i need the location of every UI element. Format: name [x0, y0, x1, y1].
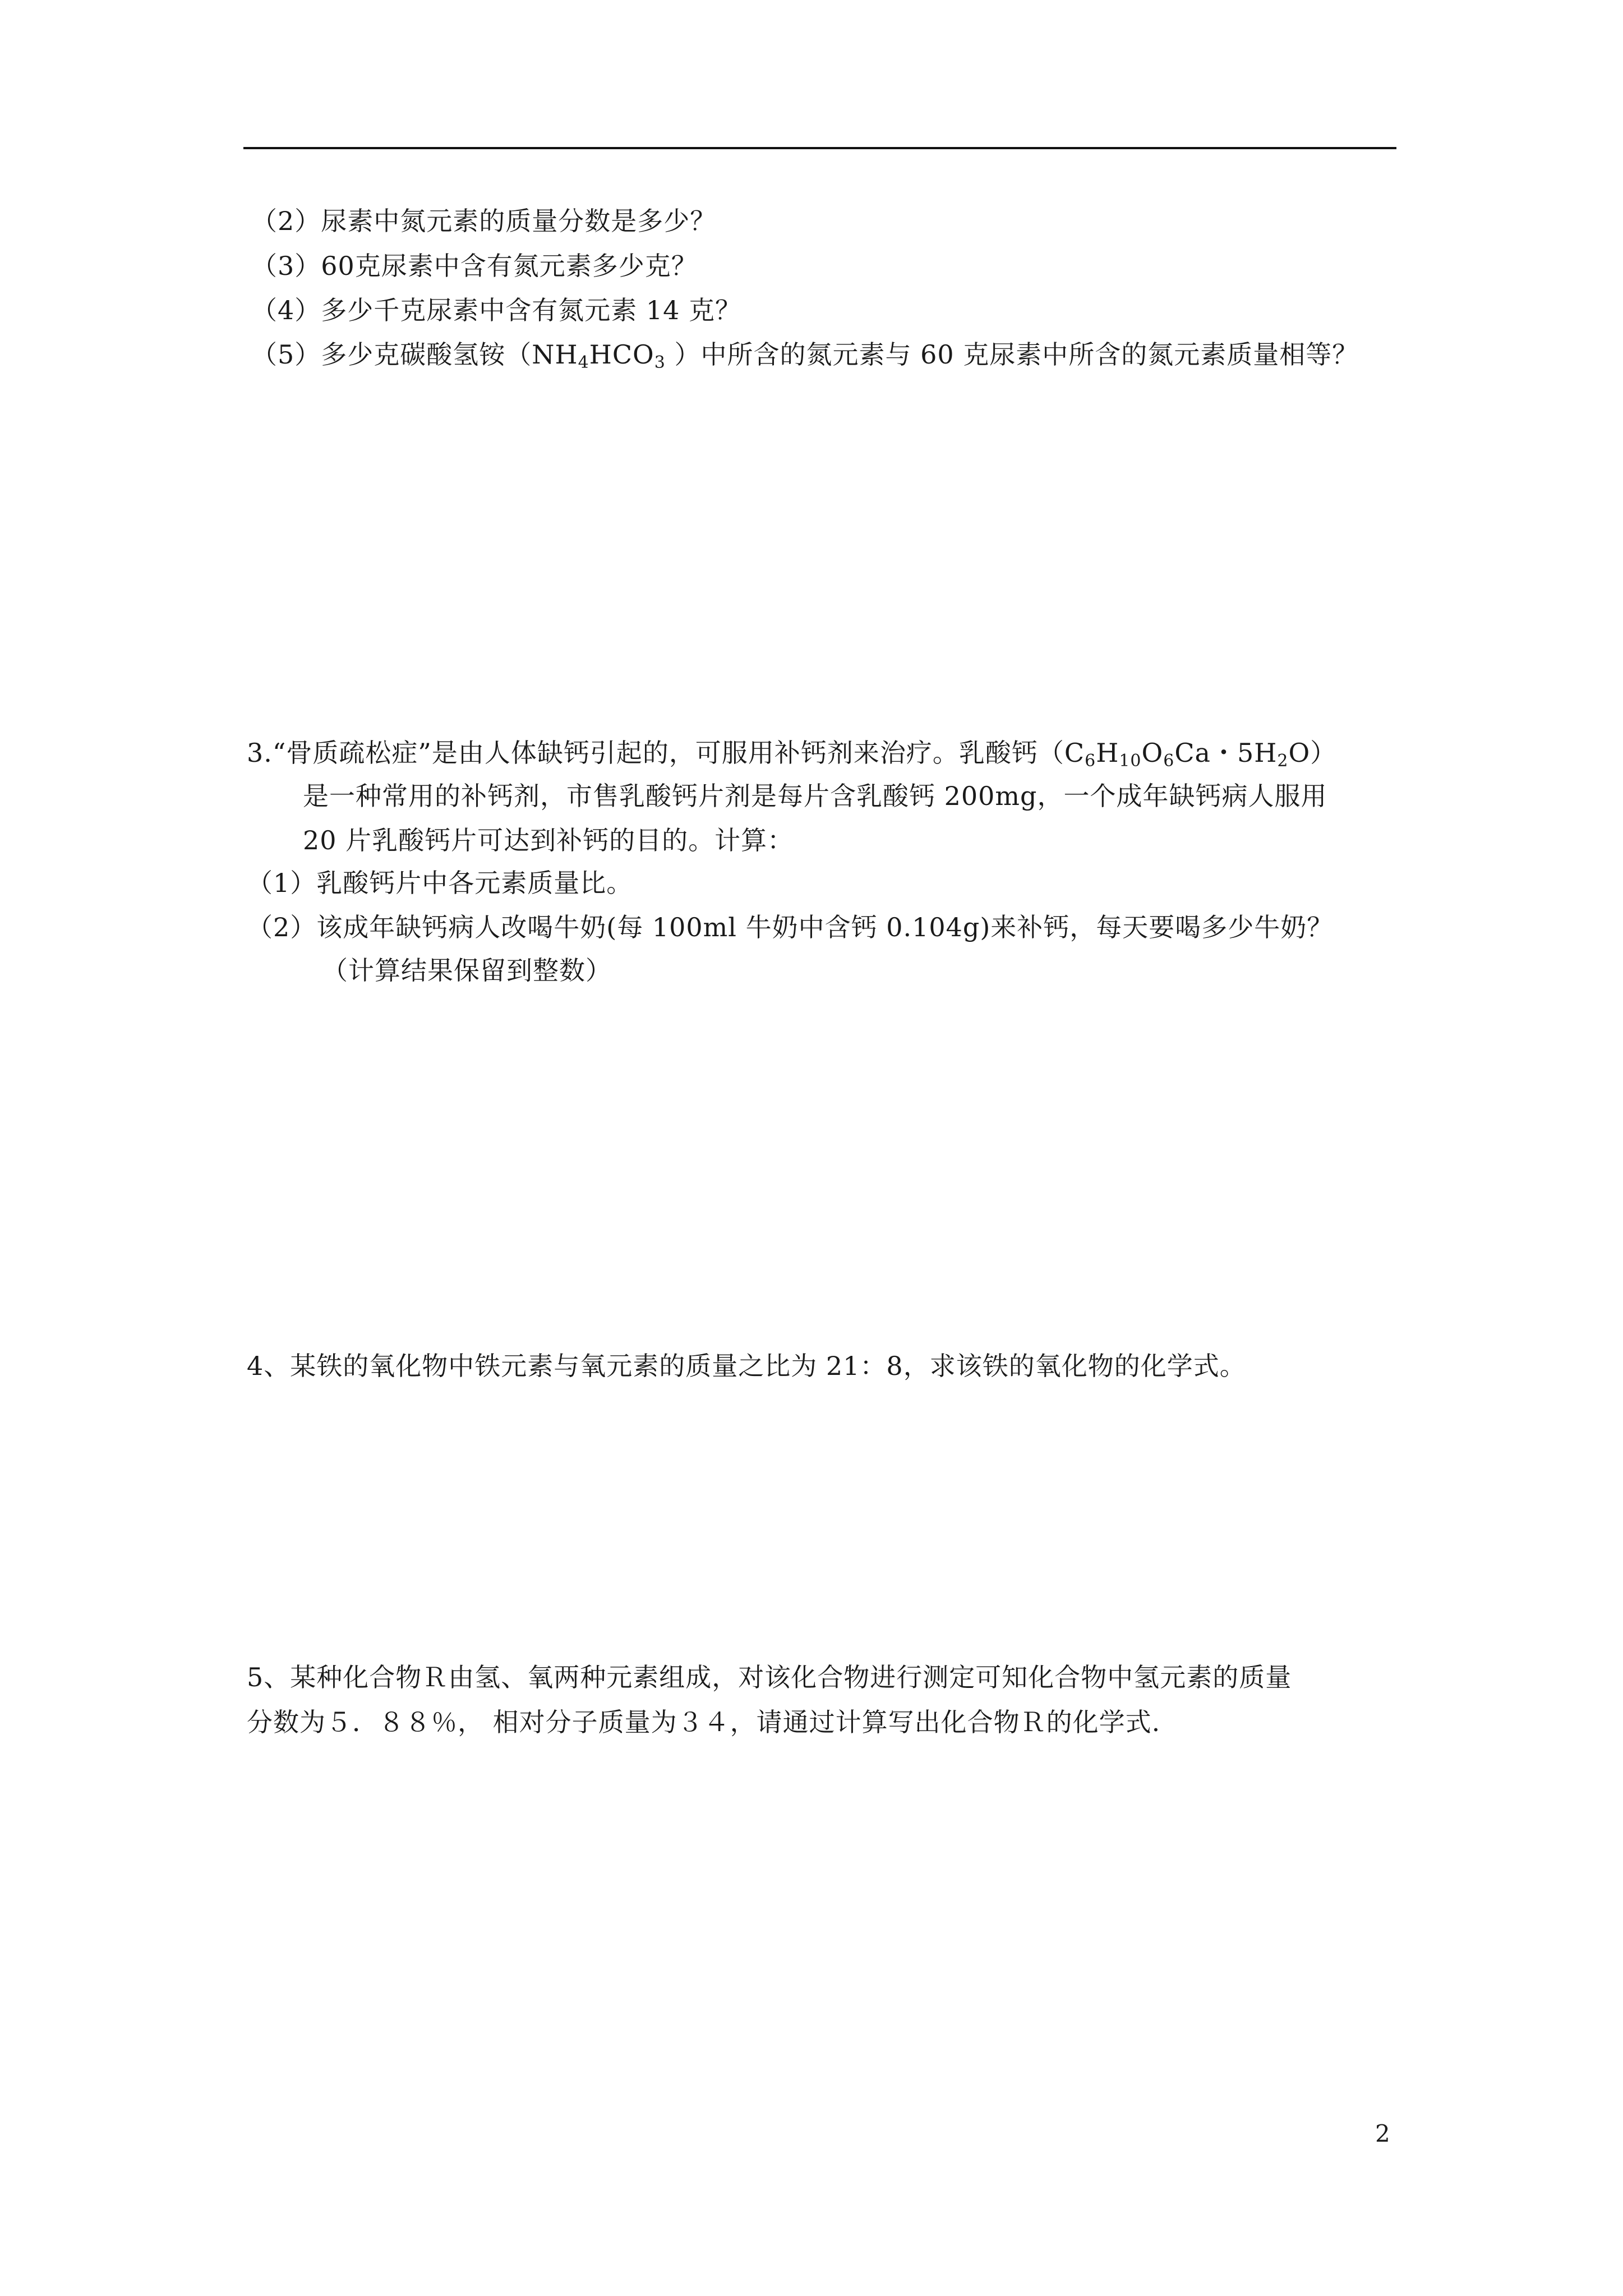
q3-stem-line1	[247, 736, 1336, 770]
q5-line2: 分数为５．８８％， 相对分子质量为３４，请通过计算写出化合物Ｒ的化学式.	[247, 1707, 1161, 1737]
q3-stem-line3: 20 片乳酸钙片可达到补钙的目的。计算：	[303, 825, 794, 855]
q4-text: 4、某铁的氧化物中铁元素与氧元素的质量之比为 21：8，求该铁的氧化物的化学式。	[247, 1351, 1246, 1381]
q2-part2: （2）尿素中氮元素的质量分数是多少？	[251, 206, 717, 236]
q3-stem-line2: 是一种常用的补钙剂，市售乳酸钙片剂是每片含乳酸钙 200mg，一个成年缺钙病人服用	[303, 781, 1327, 811]
q3-stem-text: Ca・5H	[1174, 738, 1278, 768]
q3-stem-text: O	[1141, 738, 1164, 768]
q2-part5-text: （5）多少克碳酸氢铵（NH	[251, 339, 578, 370]
q3-part2-note: （计算结果保留到整数）	[322, 955, 612, 986]
q3-formula-sub: 6	[1163, 751, 1175, 771]
q2-part5-sub: 3	[654, 353, 666, 372]
q2-part3: （3）60克尿素中含有氮元素多少克？	[251, 251, 698, 281]
q3-part2: （2）该成年缺钙病人改喝牛奶(每 100ml 牛奶中含钙 0.104g)来补钙，每天要喝多少牛奶？	[247, 912, 1334, 942]
q2-part4: （4）多少千克尿素中含有氮元素 14 克？	[251, 295, 742, 325]
q3-formula-sub: 6	[1085, 751, 1096, 771]
q3-stem-text: 3.“骨质疏松症”是由人体缺钙引起的，可服用补钙剂来治疗。乳酸钙（C	[247, 738, 1085, 768]
q3-formula-sub: 10	[1119, 751, 1142, 771]
q5-line1: 5、某种化合物Ｒ由氢、氧两种元素组成，对该化合物进行测定可知化合物中氢元素的质量	[247, 1662, 1292, 1692]
q2-part5-sub: 4	[578, 353, 589, 372]
q3-stem-text: O）	[1288, 738, 1337, 768]
q3-part1: （1）乳酸钙片中各元素质量比。	[247, 868, 633, 898]
q2-part5-text: ）中所含的氮元素与 60 克尿素中所含的氮元素质量相等？	[665, 339, 1359, 370]
page-number: 2	[1375, 2120, 1390, 2147]
q3-formula-sub: 2	[1277, 751, 1289, 771]
q3-stem-text: H	[1096, 738, 1119, 768]
header-rule	[243, 147, 1396, 149]
q2-part5-text: HCO	[589, 339, 654, 370]
q2-part5	[251, 338, 1358, 371]
